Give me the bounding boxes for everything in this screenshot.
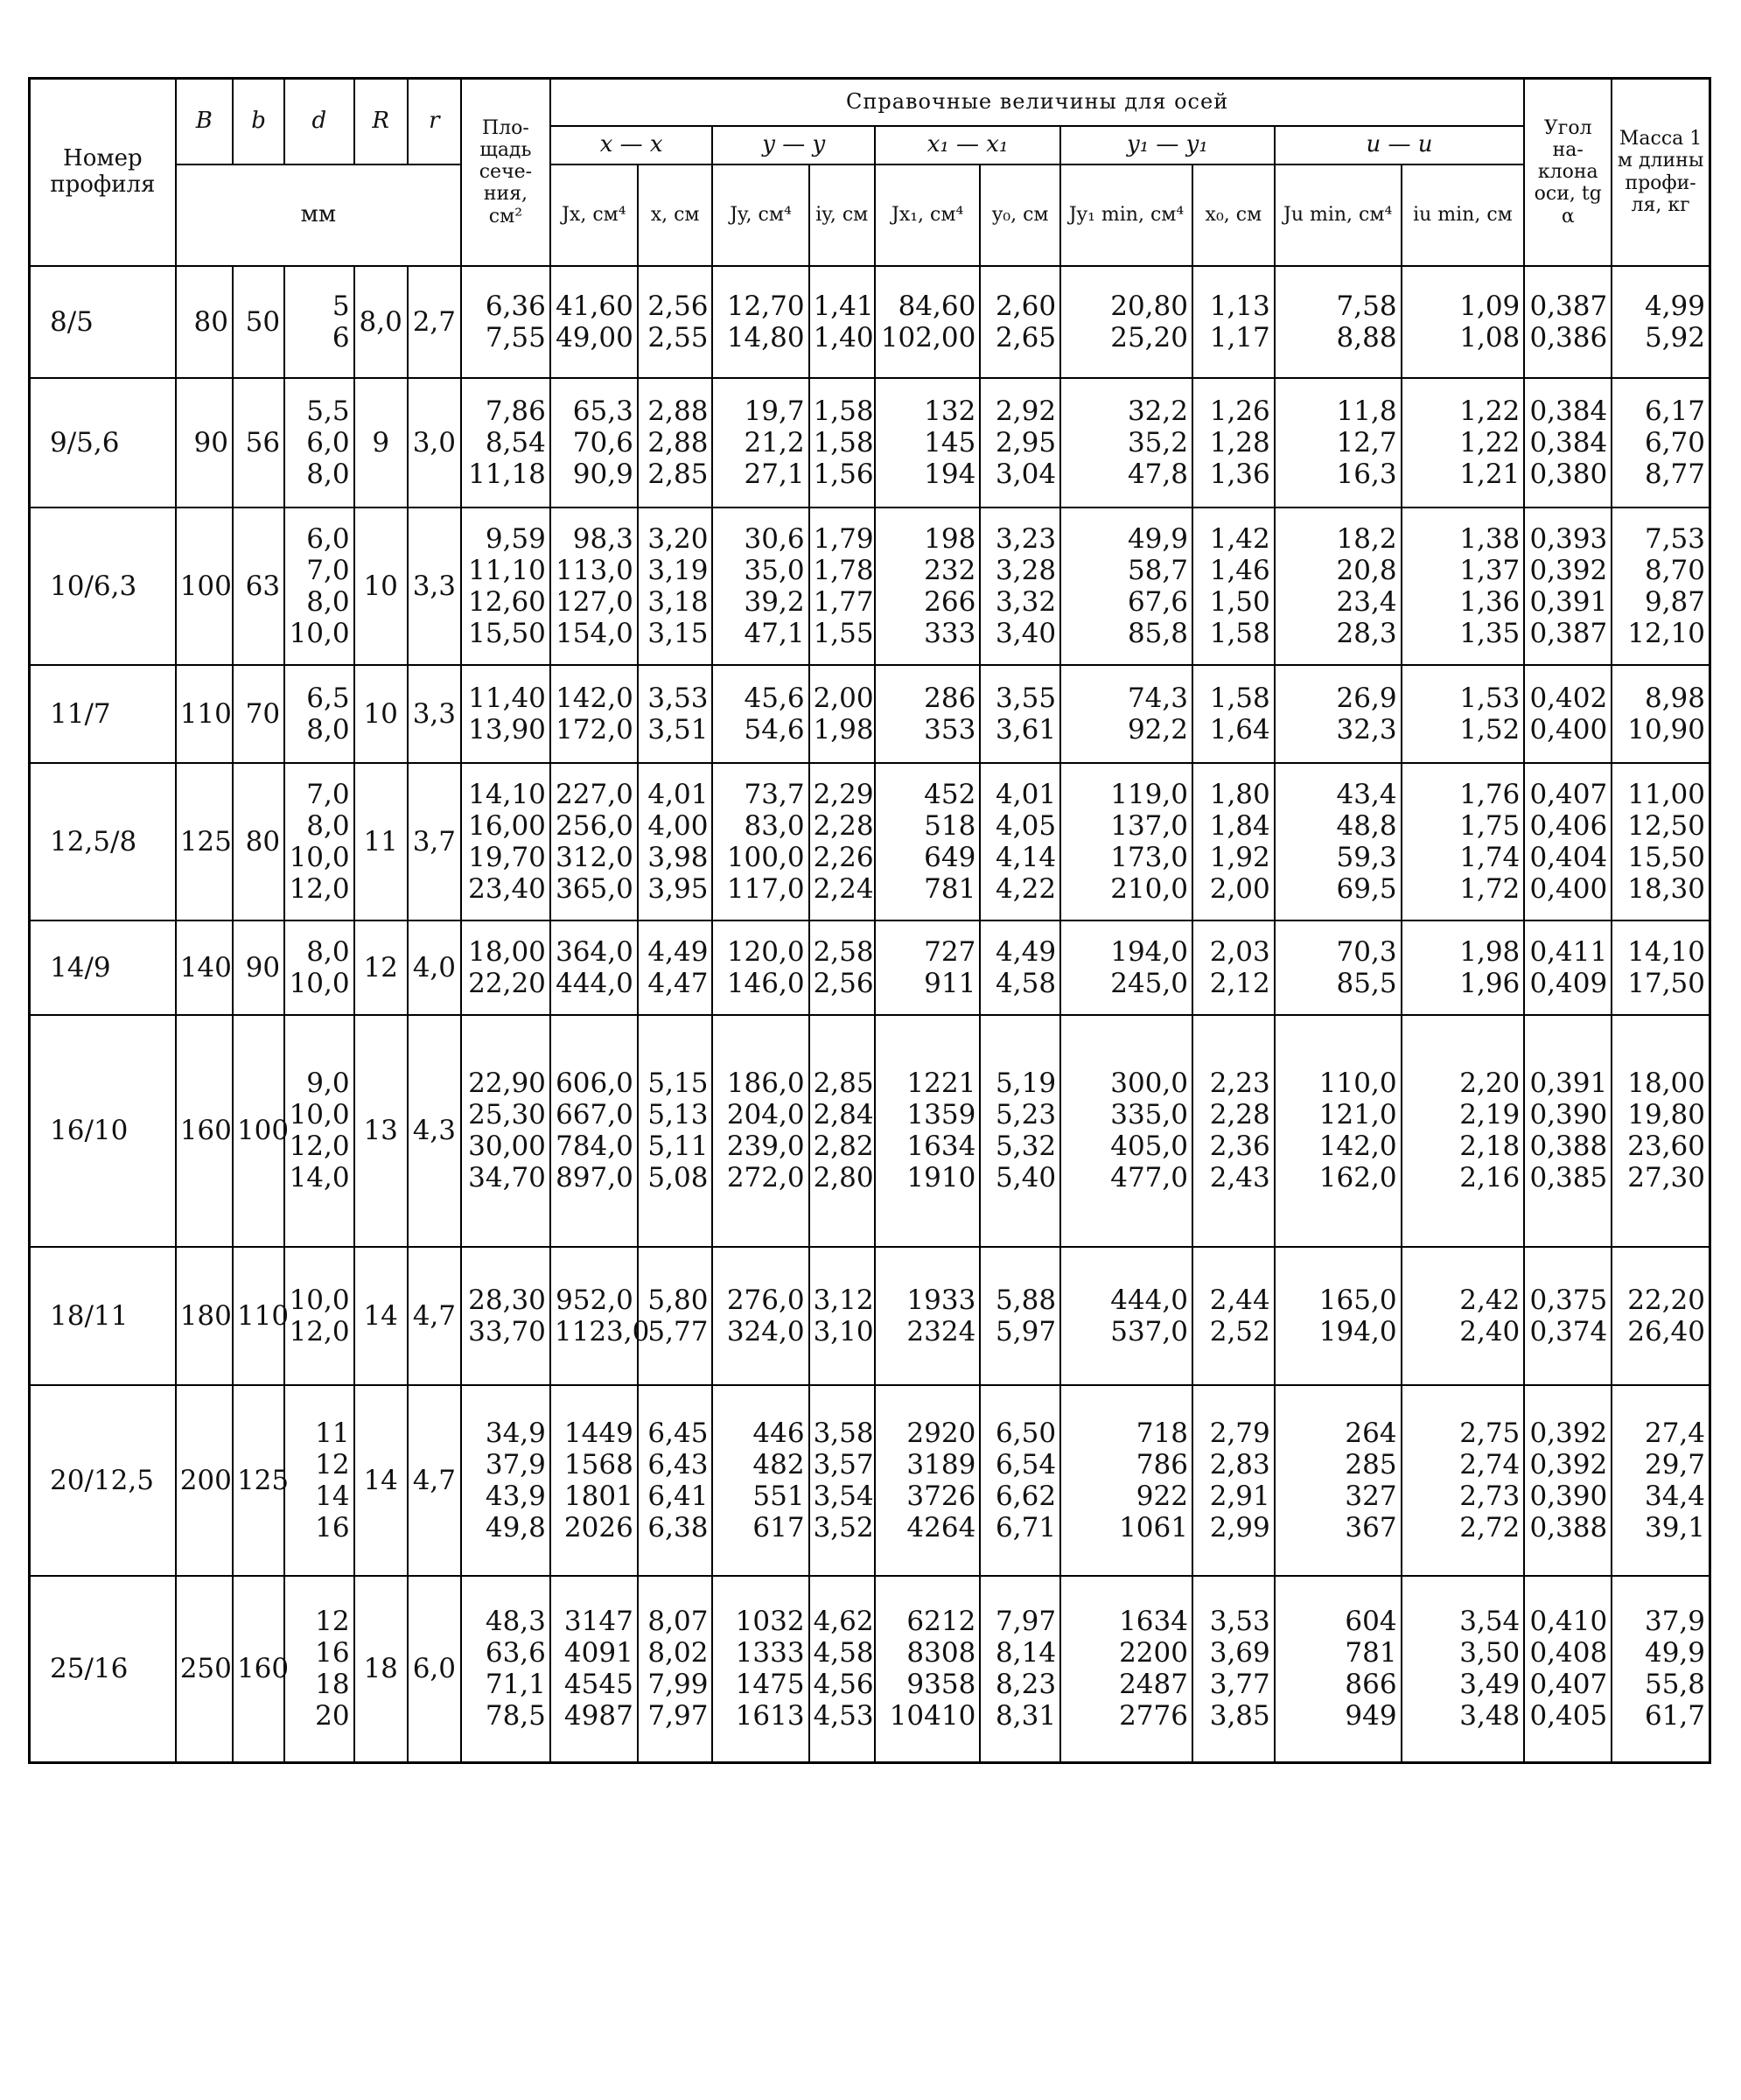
cell-Jy: 30,6 35,0 39,2 47,1: [712, 508, 808, 665]
sub-x0: x₀, см: [1192, 164, 1275, 266]
cell-area: 6,36 7,55: [461, 266, 550, 378]
cell-b: 80: [233, 763, 284, 920]
cell-B: 125: [176, 763, 233, 920]
sub-Jy1min: Jy₁ min, см⁴: [1060, 164, 1192, 266]
cell-x: 5,15 5,13 5,11 5,08: [638, 1015, 713, 1247]
sub-iumin: iu min, см: [1402, 164, 1525, 266]
cell-R: 14: [354, 1247, 408, 1385]
cell-B: 200: [176, 1385, 233, 1576]
cell-Jy: 276,0 324,0: [712, 1247, 808, 1385]
cell-Jy: 12,70 14,80: [712, 266, 808, 378]
cell-Jy1: 194,0 245,0: [1060, 920, 1192, 1015]
header-angle: Угол на- клона оси, tg α: [1524, 79, 1612, 266]
cell-y0: 4,01 4,05 4,14 4,22: [980, 763, 1060, 920]
cell-iy: 3,12 3,10: [809, 1247, 875, 1385]
cell-iu: 1,98 1,96: [1402, 920, 1525, 1015]
cell-iu: 1,09 1,08: [1402, 266, 1525, 378]
cell-B: 110: [176, 665, 233, 763]
cell-iy: 1,79 1,78 1,77 1,55: [809, 508, 875, 665]
cell-Jx: 142,0 172,0: [550, 665, 638, 763]
cell-mass: 7,53 8,70 9,87 12,10: [1612, 508, 1710, 665]
cell-d: 9,0 10,0 12,0 14,0: [284, 1015, 354, 1247]
cell-x0: 2,23 2,28 2,36 2,43: [1192, 1015, 1275, 1247]
cell-mass: 37,9 49,9 55,8 61,7: [1612, 1576, 1710, 1763]
table-row: [30, 266, 1710, 378]
cell-tg: 0,402 0,400: [1524, 665, 1612, 763]
cell-Jx: 65,3 70,6 90,9: [550, 378, 638, 508]
cell-d: 11 12 14 16: [284, 1385, 354, 1576]
cell-area: 22,90 25,30 30,00 34,70: [461, 1015, 550, 1247]
cell-Jx1: 132 145 194: [875, 378, 980, 508]
cell-Jy: 1032 1333 1475 1613: [712, 1576, 808, 1763]
table-row: [30, 763, 1710, 920]
cell-x: 4,49 4,47: [638, 920, 713, 1015]
table-row: [30, 1015, 1710, 1247]
cell-mass: 18,00 19,80 23,60 27,30: [1612, 1015, 1710, 1247]
cell-B: 250: [176, 1576, 233, 1763]
cell-name: 18/11: [30, 1247, 176, 1385]
cell-r: 4,0: [408, 920, 461, 1015]
cell-b: 50: [233, 266, 284, 378]
cell-iy: 3,58 3,57 3,54 3,52: [809, 1385, 875, 1576]
cell-Jy1: 718 786 922 1061: [1060, 1385, 1192, 1576]
cell-name: 9/5,6: [30, 378, 176, 508]
cell-y0: 5,88 5,97: [980, 1247, 1060, 1385]
cell-R: 11: [354, 763, 408, 920]
sub-x: x, см: [638, 164, 713, 266]
cell-x: 3,53 3,51: [638, 665, 713, 763]
cell-x0: 1,58 1,64: [1192, 665, 1275, 763]
cell-name: 12,5/8: [30, 763, 176, 920]
cell-iy: 1,41 1,40: [809, 266, 875, 378]
cell-b: 56: [233, 378, 284, 508]
cell-mass: 8,98 10,90: [1612, 665, 1710, 763]
cell-Jx: 3147 4091 4545 4987: [550, 1576, 638, 1763]
table-row: [30, 378, 1710, 508]
table-row: [30, 1247, 1710, 1385]
cell-r: 3,7: [408, 763, 461, 920]
cell-Jy1: 49,9 58,7 67,6 85,8: [1060, 508, 1192, 665]
cell-d: 7,0 8,0 10,0 12,0: [284, 763, 354, 920]
cell-R: 14: [354, 1385, 408, 1576]
cell-x: 3,20 3,19 3,18 3,15: [638, 508, 713, 665]
cell-Jy1: 32,2 35,2 47,8: [1060, 378, 1192, 508]
cell-mass: 14,10 17,50: [1612, 920, 1710, 1015]
cell-R: 8,0: [354, 266, 408, 378]
cell-iu: 1,22 1,22 1,21: [1402, 378, 1525, 508]
cell-tg: 0,384 0,384 0,380: [1524, 378, 1612, 508]
cell-r: 4,7: [408, 1385, 461, 1576]
cell-Jy: 186,0 204,0 239,0 272,0: [712, 1015, 808, 1247]
cell-y0: 5,19 5,23 5,32 5,40: [980, 1015, 1060, 1247]
cell-y0: 2,92 2,95 3,04: [980, 378, 1060, 508]
cell-x: 5,80 5,77: [638, 1247, 713, 1385]
cell-Jx1: 286 353: [875, 665, 980, 763]
cell-Ju: 110,0 121,0 142,0 162,0: [1275, 1015, 1402, 1247]
header-profile: Номер профиля: [30, 79, 176, 266]
cell-iy: 1,58 1,58 1,56: [809, 378, 875, 508]
cell-iu: 3,54 3,50 3,49 3,48: [1402, 1576, 1525, 1763]
sub-y0: y₀, см: [980, 164, 1060, 266]
cell-Ju: 264 285 327 367: [1275, 1385, 1402, 1576]
cell-name: 10/6,3: [30, 508, 176, 665]
cell-Jx1: 84,60 102,00: [875, 266, 980, 378]
cell-mass: 22,20 26,40: [1612, 1247, 1710, 1385]
cell-mass: 11,00 12,50 15,50 18,30: [1612, 763, 1710, 920]
cell-Jy1: 1634 2200 2487 2776: [1060, 1576, 1192, 1763]
cell-x0: 2,79 2,83 2,91 2,99: [1192, 1385, 1275, 1576]
cell-area: 11,40 13,90: [461, 665, 550, 763]
table-row: [30, 920, 1710, 1015]
cell-y0: 3,23 3,28 3,32 3,40: [980, 508, 1060, 665]
cell-Jx1: 727 911: [875, 920, 980, 1015]
header-mass: Масса 1 м длины профи- ля, кг: [1612, 79, 1710, 266]
cell-tg: 0,411 0,409: [1524, 920, 1612, 1015]
cell-iu: 1,76 1,75 1,74 1,72: [1402, 763, 1525, 920]
cell-R: 10: [354, 665, 408, 763]
sub-Jx1: Jx₁, см⁴: [875, 164, 980, 266]
cell-Jy1: 300,0 335,0 405,0 477,0: [1060, 1015, 1192, 1247]
cell-Ju: 604 781 866 949: [1275, 1576, 1402, 1763]
axis-y-y: y — y: [712, 126, 875, 164]
cell-d: 6,5 8,0: [284, 665, 354, 763]
cell-b: 125: [233, 1385, 284, 1576]
cell-name: 11/7: [30, 665, 176, 763]
cell-B: 100: [176, 508, 233, 665]
cell-b: 63: [233, 508, 284, 665]
cell-mass: 6,17 6,70 8,77: [1612, 378, 1710, 508]
cell-B: 90: [176, 378, 233, 508]
profile-table-sheet: [28, 77, 1711, 1764]
cell-x0: 2,44 2,52: [1192, 1247, 1275, 1385]
cell-iu: 2,75 2,74 2,73 2,72: [1402, 1385, 1525, 1576]
header-area: Пло- щадь сече- ния, см²: [461, 79, 550, 266]
cell-y0: 7,97 8,14 8,23 8,31: [980, 1576, 1060, 1763]
cell-B: 80: [176, 266, 233, 378]
cell-r: 3,3: [408, 665, 461, 763]
cell-Ju: 43,4 48,8 59,3 69,5: [1275, 763, 1402, 920]
cell-tg: 0,375 0,374: [1524, 1247, 1612, 1385]
header-B: B: [176, 79, 233, 164]
cell-y0: 4,49 4,58: [980, 920, 1060, 1015]
cell-x0: 1,13 1,17: [1192, 266, 1275, 378]
cell-y0: 6,50 6,54 6,62 6,71: [980, 1385, 1060, 1576]
table-row: [30, 1385, 1710, 1576]
cell-tg: 0,393 0,392 0,391 0,387: [1524, 508, 1612, 665]
cell-Jx1: 6212 8308 9358 10410: [875, 1576, 980, 1763]
cell-Jx: 1449 1568 1801 2026: [550, 1385, 638, 1576]
cell-B: 180: [176, 1247, 233, 1385]
cell-Jx1: 198 232 266 333: [875, 508, 980, 665]
cell-x0: 3,53 3,69 3,77 3,85: [1192, 1576, 1275, 1763]
cell-iu: 1,53 1,52: [1402, 665, 1525, 763]
axis-u-u: u — u: [1275, 126, 1525, 164]
cell-Jy1: 119,0 137,0 173,0 210,0: [1060, 763, 1192, 920]
cell-area: 34,9 37,9 43,9 49,8: [461, 1385, 550, 1576]
cell-Jx: 41,60 49,00: [550, 266, 638, 378]
cell-mass: 4,99 5,92: [1612, 266, 1710, 378]
cell-d: 12 16 18 20: [284, 1576, 354, 1763]
cell-x0: 2,03 2,12: [1192, 920, 1275, 1015]
cell-r: 4,3: [408, 1015, 461, 1247]
cell-Jx: 364,0 444,0: [550, 920, 638, 1015]
cell-y0: 3,55 3,61: [980, 665, 1060, 763]
cell-R: 12: [354, 920, 408, 1015]
cell-Jy1: 74,3 92,2: [1060, 665, 1192, 763]
cell-x: 4,01 4,00 3,98 3,95: [638, 763, 713, 920]
cell-Jy1: 20,80 25,20: [1060, 266, 1192, 378]
header-mm: мм: [176, 164, 461, 266]
table-row: [30, 665, 1710, 763]
cell-Ju: 165,0 194,0: [1275, 1247, 1402, 1385]
cell-R: 18: [354, 1576, 408, 1763]
header-b: b: [233, 79, 284, 164]
cell-iy: 2,58 2,56: [809, 920, 875, 1015]
cell-iy: 4,62 4,58 4,56 4,53: [809, 1576, 875, 1763]
cell-Jy: 19,7 21,2 27,1: [712, 378, 808, 508]
cell-B: 140: [176, 920, 233, 1015]
cell-r: 3,0: [408, 378, 461, 508]
cell-iy: 2,29 2,28 2,26 2,24: [809, 763, 875, 920]
cell-name: 20/12,5: [30, 1385, 176, 1576]
cell-Jx1: 1221 1359 1634 1910: [875, 1015, 980, 1247]
cell-d: 6,0 7,0 8,0 10,0: [284, 508, 354, 665]
cell-Ju: 18,2 20,8 23,4 28,3: [1275, 508, 1402, 665]
header-d: d: [284, 79, 354, 164]
cell-name: 14/9: [30, 920, 176, 1015]
axis-x-x: x — x: [550, 126, 713, 164]
cell-b: 110: [233, 1247, 284, 1385]
cell-Jy: 45,6 54,6: [712, 665, 808, 763]
cell-Ju: 7,58 8,88: [1275, 266, 1402, 378]
cell-r: 4,7: [408, 1247, 461, 1385]
cell-R: 10: [354, 508, 408, 665]
cell-iy: 2,00 1,98: [809, 665, 875, 763]
table-row: [30, 1576, 1710, 1763]
cell-b: 100: [233, 1015, 284, 1247]
cell-y0: 2,60 2,65: [980, 266, 1060, 378]
cell-Jx1: 452 518 649 781: [875, 763, 980, 920]
cell-d: 5,5 6,0 8,0: [284, 378, 354, 508]
cell-r: 3,3: [408, 508, 461, 665]
cell-b: 90: [233, 920, 284, 1015]
header-reference: Справочные величины для осей: [550, 79, 1524, 126]
cell-name: 16/10: [30, 1015, 176, 1247]
cell-R: 9: [354, 378, 408, 508]
angle-profile-table: [28, 77, 1711, 1764]
cell-b: 70: [233, 665, 284, 763]
cell-R: 13: [354, 1015, 408, 1247]
cell-iu: 2,42 2,40: [1402, 1247, 1525, 1385]
cell-r: 6,0: [408, 1576, 461, 1763]
cell-x0: 1,42 1,46 1,50 1,58: [1192, 508, 1275, 665]
cell-tg: 0,392 0,392 0,390 0,388: [1524, 1385, 1612, 1576]
cell-x: 2,88 2,88 2,85: [638, 378, 713, 508]
cell-Jx: 227,0 256,0 312,0 365,0: [550, 763, 638, 920]
sub-iy: iy, см: [809, 164, 875, 266]
cell-tg: 0,407 0,406 0,404 0,400: [1524, 763, 1612, 920]
cell-Ju: 26,9 32,3: [1275, 665, 1402, 763]
cell-area: 9,59 11,10 12,60 15,50: [461, 508, 550, 665]
sub-Jumin: Ju min, см⁴: [1275, 164, 1402, 266]
cell-area: 18,00 22,20: [461, 920, 550, 1015]
cell-area: 7,86 8,54 11,18: [461, 378, 550, 508]
cell-Jx: 98,3 113,0 127,0 154,0: [550, 508, 638, 665]
cell-tg: 0,387 0,386: [1524, 266, 1612, 378]
cell-area: 48,3 63,6 71,1 78,5: [461, 1576, 550, 1763]
cell-name: 25/16: [30, 1576, 176, 1763]
cell-name: 8/5: [30, 266, 176, 378]
cell-d: 10,0 12,0: [284, 1247, 354, 1385]
cell-area: 14,10 16,00 19,70 23,40: [461, 763, 550, 920]
cell-d: 8,0 10,0: [284, 920, 354, 1015]
cell-Jy: 73,7 83,0 100,0 117,0: [712, 763, 808, 920]
cell-Jx: 606,0 667,0 784,0 897,0: [550, 1015, 638, 1247]
table-body: [30, 266, 1710, 1763]
sub-Jy: Jy, см⁴: [712, 164, 808, 266]
cell-Ju: 70,3 85,5: [1275, 920, 1402, 1015]
axis-y1-y1: y₁ — y₁: [1060, 126, 1275, 164]
cell-x: 2,56 2,55: [638, 266, 713, 378]
cell-Jy: 120,0 146,0: [712, 920, 808, 1015]
cell-x0: 1,26 1,28 1,36: [1192, 378, 1275, 508]
cell-Jy1: 444,0 537,0: [1060, 1247, 1192, 1385]
cell-iu: 1,38 1,37 1,36 1,35: [1402, 508, 1525, 665]
cell-area: 28,30 33,70: [461, 1247, 550, 1385]
cell-B: 160: [176, 1015, 233, 1247]
header-R: R: [354, 79, 408, 164]
header-r: r: [408, 79, 461, 164]
cell-Ju: 11,8 12,7 16,3: [1275, 378, 1402, 508]
cell-b: 160: [233, 1576, 284, 1763]
cell-Jx1: 1933 2324: [875, 1247, 980, 1385]
cell-tg: 0,410 0,408 0,407 0,405: [1524, 1576, 1612, 1763]
cell-x: 6,45 6,43 6,41 6,38: [638, 1385, 713, 1576]
cell-iy: 2,85 2,84 2,82 2,80: [809, 1015, 875, 1247]
cell-Jx1: 2920 3189 3726 4264: [875, 1385, 980, 1576]
table-row: [30, 508, 1710, 665]
cell-Jy: 446 482 551 617: [712, 1385, 808, 1576]
cell-iu: 2,20 2,19 2,18 2,16: [1402, 1015, 1525, 1247]
cell-mass: 27,4 29,7 34,4 39,1: [1612, 1385, 1710, 1576]
cell-d: 5 6: [284, 266, 354, 378]
cell-r: 2,7: [408, 266, 461, 378]
cell-x: 8,07 8,02 7,99 7,97: [638, 1576, 713, 1763]
axis-x1-x1: x₁ — x₁: [875, 126, 1060, 164]
cell-x0: 1,80 1,84 1,92 2,00: [1192, 763, 1275, 920]
sub-Jx: Jx, см⁴: [550, 164, 638, 266]
cell-Jx: 952,0 1123,0: [550, 1247, 638, 1385]
cell-tg: 0,391 0,390 0,388 0,385: [1524, 1015, 1612, 1247]
